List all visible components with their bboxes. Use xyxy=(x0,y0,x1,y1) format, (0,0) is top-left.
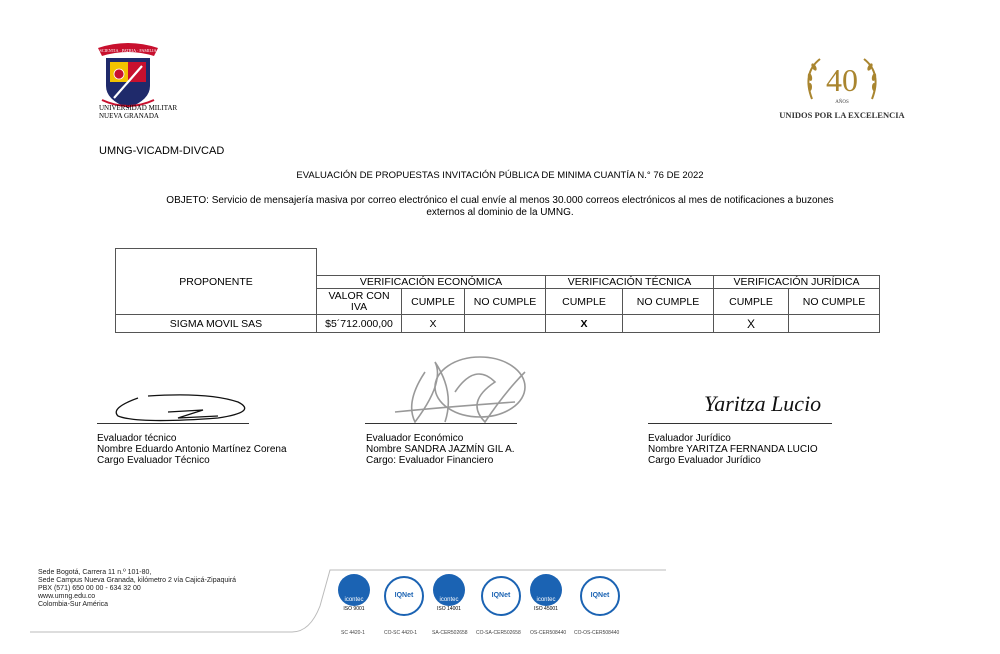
signature-juridico xyxy=(700,383,840,423)
signature-line-economico xyxy=(365,423,517,424)
evaluation-table xyxy=(115,248,880,333)
icontec-icon: icontec xyxy=(338,574,370,606)
university-name-line2: NUEVA GRANADA xyxy=(99,112,159,120)
footer-line: www.umng.edu.co xyxy=(38,593,96,600)
document-title: EVALUACIÓN DE PROPUESTAS INVITACIÓN PÚBLICA DE MINIMA CUANTÍA N.° 76 DE 2022 xyxy=(296,170,704,181)
university-name xyxy=(99,104,177,120)
footer-line: Colombia-Sur América xyxy=(38,601,109,608)
crest-banner-text: SCIENTIA · PATRIA · FAMILIA xyxy=(99,48,157,53)
signature-line-tecnico xyxy=(97,423,249,424)
cert-code: OS-CER508440 xyxy=(530,630,567,636)
signature-cargo: Cargo Evaluador Técnico xyxy=(97,455,210,466)
anniversary-number: 40 xyxy=(826,62,858,98)
col-valor-header: VALOR CON IVA xyxy=(317,289,402,315)
university-name-line1: UNIVERSIDAD MILITAR xyxy=(99,104,178,112)
iqnet-icon: IQNet xyxy=(384,576,424,616)
icontec-icon: icontec xyxy=(530,574,562,606)
row-valor: $5´712.000,00 xyxy=(317,315,402,333)
signature-economico xyxy=(385,352,535,432)
icontec-icon: icontec xyxy=(433,574,465,606)
cert-icontec-9001 xyxy=(338,574,370,612)
anniversary-slogan: UNIDOS POR LA EXCELENCIA xyxy=(779,110,905,120)
group-juridica-header: VERIFICACIÓN JURÍDICA xyxy=(714,276,880,289)
cert-icontec-45001 xyxy=(530,574,562,612)
group-economica-header: VERIFICACIÓN ECONÓMICA xyxy=(317,276,546,289)
footer-line: Sede Campus Nueva Granada, kilómetro 2 vía Cajicá-Zipaquirá xyxy=(38,577,237,584)
cert-code: SC 4420-1 xyxy=(341,630,365,636)
signature-role: Evaluador técnico xyxy=(97,433,177,444)
signature-role: Evaluador Económico xyxy=(366,433,464,444)
iso-label: ISO 45001 xyxy=(534,606,558,612)
iso-label: ISO 9001 xyxy=(343,606,365,612)
anniversary-years: AÑOS xyxy=(835,100,849,105)
objeto-label: OBJETO: xyxy=(166,195,209,206)
col-jur-no-cumple-header: NO CUMPLE xyxy=(789,289,880,315)
row-proponente: SIGMA MOVIL SAS xyxy=(116,315,317,333)
row-eco-cumple: X xyxy=(402,315,465,333)
row-jur-cumple: X xyxy=(714,315,789,333)
table-blank-header xyxy=(317,249,880,276)
signature-block-tecnico xyxy=(97,433,287,466)
signature-block-economico xyxy=(366,433,515,466)
signature-tecnico xyxy=(108,388,258,428)
proponente-header: PROPONENTE xyxy=(116,249,317,315)
footer-line: PBX (571) 650 00 00 - 634 32 00 xyxy=(38,585,141,592)
row-jur-no-cumple xyxy=(789,315,880,333)
row-tec-cumple: X xyxy=(546,315,623,333)
signature-name: Nombre YARITZA FERNANDA LUCIO xyxy=(648,444,818,455)
iqnet-icon: IQNet xyxy=(481,576,521,616)
signature-juridico-script: Yaritza Lucio xyxy=(704,391,822,416)
signature-role: Evaluador Jurídico xyxy=(648,433,731,444)
col-eco-cumple-header: CUMPLE xyxy=(402,289,465,315)
document-code: UMNG-VICADM-DIVCAD xyxy=(99,145,225,157)
signature-cargo: Cargo Evaluador Jurídico xyxy=(648,455,761,466)
iqnet-icon: IQNet xyxy=(580,576,620,616)
signature-block-juridico xyxy=(648,433,818,466)
signature-name: Nombre Eduardo Antonio Martínez Corena xyxy=(97,444,287,455)
col-jur-cumple-header: CUMPLE xyxy=(714,289,789,315)
footer-line: Sede Bogotá, Carrera 11 n.º 101-80, xyxy=(38,569,152,576)
group-tecnica-header: VERIFICACIÓN TÉCNICA xyxy=(546,276,714,289)
objeto-text-2: externos al dominio de la UMNG. xyxy=(426,207,574,218)
cert-code: CO-SA-CER502658 xyxy=(476,630,521,636)
col-eco-no-cumple-header: NO CUMPLE xyxy=(465,289,546,315)
objeto-section xyxy=(110,195,890,219)
cert-icontec-14001 xyxy=(433,574,465,612)
signature-line-juridico xyxy=(648,423,832,424)
signature-name: Nombre SANDRA JAZMÍN GIL A. xyxy=(366,444,515,455)
col-tec-no-cumple-header: NO CUMPLE xyxy=(623,289,714,315)
iso-label: ISO 14001 xyxy=(437,606,461,612)
row-eco-no-cumple xyxy=(465,315,546,333)
col-tec-cumple-header: CUMPLE xyxy=(546,289,623,315)
objeto-text: Servicio de mensajería masiva por correo electrónico el cual envíe al menos 30.000 correos electrónicos al mes de notificaciones a buzones xyxy=(211,195,834,206)
cert-code: CO-OS-CER508440 xyxy=(574,630,620,636)
anniversary-logo xyxy=(772,55,912,125)
row-tec-no-cumple xyxy=(623,315,714,333)
cert-code: SA-CER502658 xyxy=(432,630,468,636)
table-row xyxy=(116,315,880,333)
signature-cargo: Cargo: Evaluador Financiero xyxy=(366,455,494,466)
cert-code: CO-SC 4420-1 xyxy=(384,630,418,636)
